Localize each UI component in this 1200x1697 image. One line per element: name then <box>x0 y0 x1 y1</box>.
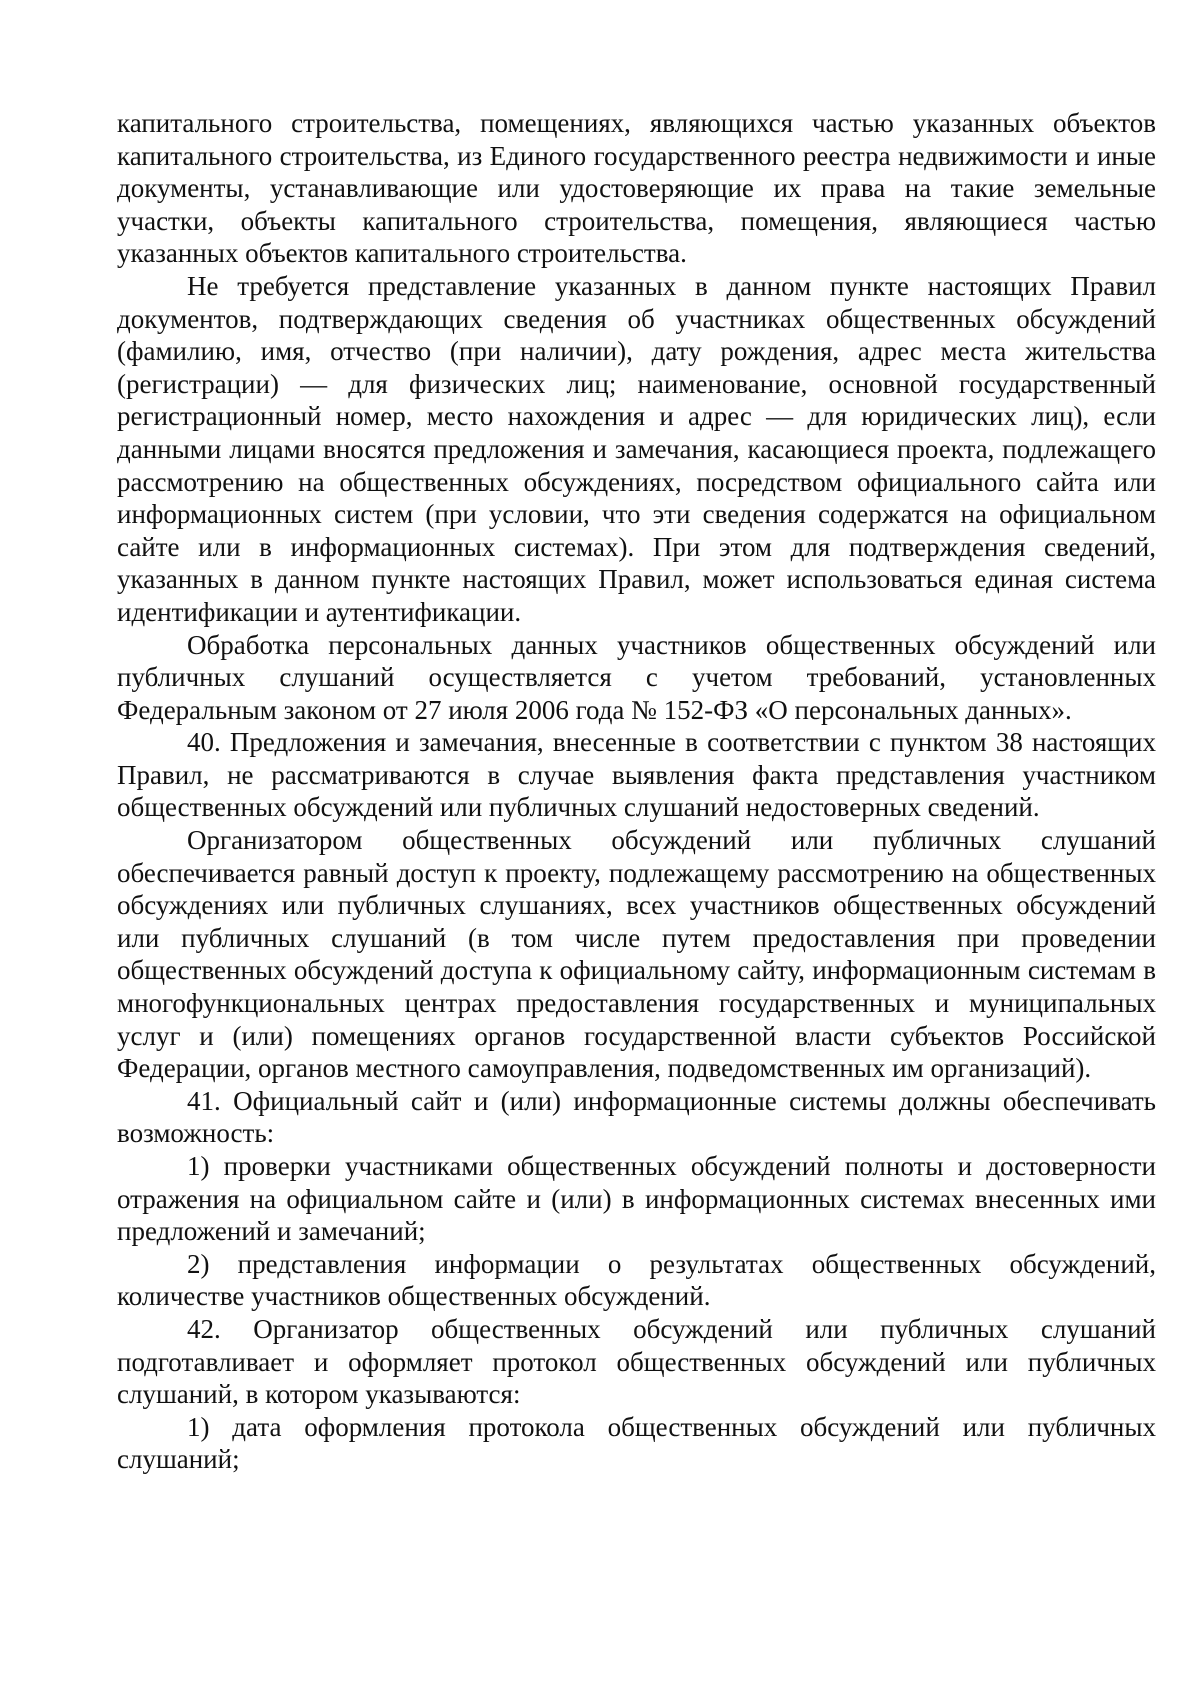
paragraph-item-41: 41. Официальный сайт и (или) информационные системы должны обеспечивать возможность: <box>117 1085 1156 1149</box>
paragraph-item-41-2: 2) представления информации о результатах общественных обсуждений, количестве участников общественных обсуждений. <box>117 1248 1156 1312</box>
paragraph-item-40: 40. Предложения и замечания, внесенные в соответствии с пунктом 38 настоящих Правил, не рассматриваются в случае выявления факта представления участником общественных обсуждений или публичных слушаний недостоверных сведений. <box>117 727 1156 823</box>
paragraph-item-41-1: 1) проверки участниками общественных обсуждений полноты и достоверности отражения на официальном сайте и (или) в информационных системах внесенных ими предложений и замечаний; <box>117 1151 1156 1247</box>
paragraph-document-requirements: Не требуется представление указанных в данном пункте настоящих Правил документов, подтверждающих сведения об участниках общественных обсуждений (фамилию, имя, отчество (при наличии), дату рождения, адрес места жительства (регистрации) — для физических лиц; наименование, основной государственный регистрационный номер, место нахождения и адрес — для юридических лиц), если данными лицами вносятся предложения и замечания, касающиеся проекта, подлежащего рассмотрению на общественных обсуждениях, посредством официального сайта или информационных систем (при условии, что эти сведения содержатся на официальном сайте или в информационных системах). При этом для подтверждения сведений, указанных в данном пункте настоящих Правил, может использоваться единая система идентификации и аутентификации. <box>117 270 1156 627</box>
document-page <box>117 107 1156 1476</box>
paragraph-item-42-1: 1) дата оформления протокола общественных обсуждений или публичных слушаний; <box>117 1411 1156 1475</box>
paragraph-item-42: 42. Организатор общественных обсуждений или публичных слушаний подготавливает и оформляет протокол общественных обсуждений или публичных слушаний, в котором указываются: <box>117 1313 1156 1410</box>
paragraph-personal-data: Обработка персональных данных участников общественных обсуждений или публичных слушаний осуществляется с учетом требований, установленных Федеральным законом от 27 июля 2006 года № 152-ФЗ «О персональных данных». <box>117 629 1156 725</box>
paragraph-continuation: капитального строительства, помещениях, являющихся частью указанных объектов капитального строительства, из Единого государственного реестра недвижимости и иные документы, устанавливающие или удостоверяющие их права на такие земельные участки, объекты капитального строительства, помещения, являющиеся частью указанных объектов капитального строительства. <box>117 108 1156 269</box>
paragraph-equal-access: Организатором общественных обсуждений или публичных слушаний обеспечивается равный доступ к проекту, подлежащему рассмотрению на общественных обсуждениях или публичных слушаниях, всех участников общественных обсуждений или публичных слушаний (в том числе путем предоставления при проведении общественных обсуждений доступа к официальному сайту, информационным системам в многофункциональных центрах предоставления государственных и муниципальных услуг и (или) помещениях органов государственной власти субъектов Российской Федерации, органов местного самоуправления, подведомственных им организаций). <box>117 825 1156 1084</box>
